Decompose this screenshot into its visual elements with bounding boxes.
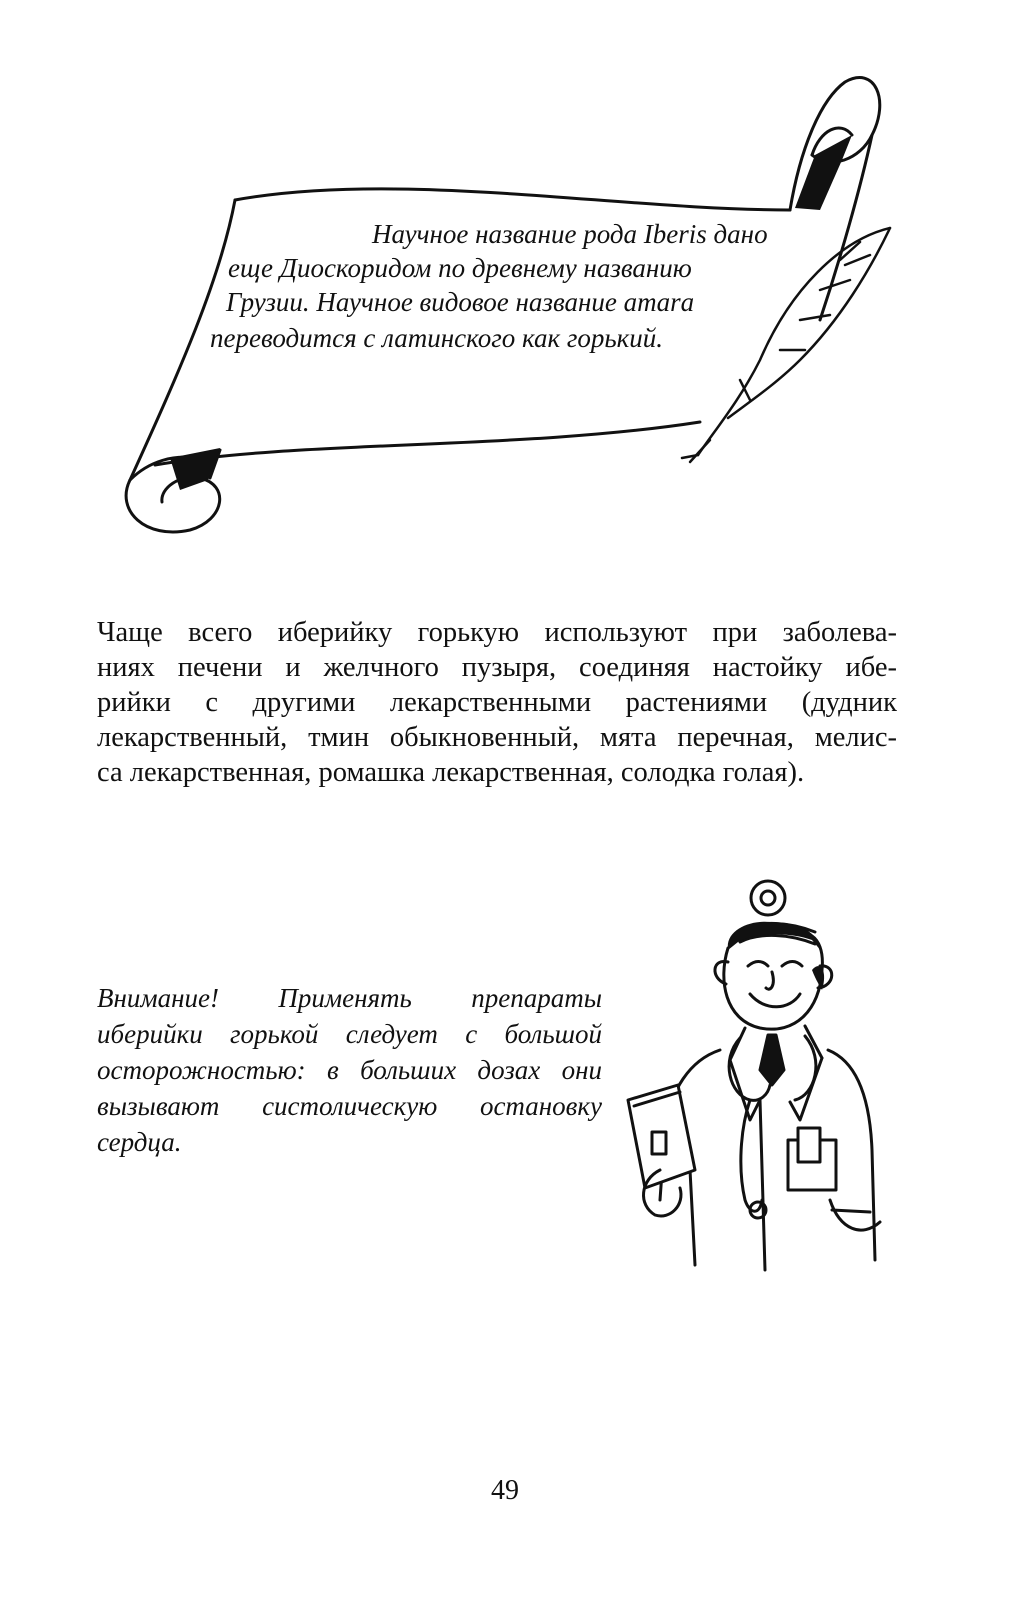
paragraph-line: Чаще всего иберийку горькую используют при заболева-: [97, 617, 897, 648]
warning-line: осторожностью: в больших дозах они: [97, 1055, 602, 1085]
paragraph-line: рийки с другими лекарственными растениями (дудник: [97, 687, 897, 718]
scroll-illustration: [100, 60, 900, 560]
doctor-illustration: [600, 870, 890, 1280]
paragraph-line: лекарственный, тмин обыкновенный, мята перечная, мелис-: [97, 722, 897, 753]
doctor-cartoon-icon: [600, 870, 890, 1280]
paragraph-line: са лекарственная, ромашка лекарственная, солодка голая).: [97, 757, 805, 788]
scroll-note-line: Грузии. Научное видовое название amara: [226, 287, 695, 317]
scroll-note-line: переводится с латинского как горький.: [210, 323, 664, 353]
warning-line: вызывают систолическую остановку: [97, 1091, 602, 1121]
page-number: 49: [491, 1475, 519, 1506]
paragraph-line: ниях печени и желчного пузыря, соединяя настойку ибе-: [97, 652, 897, 683]
warning-line: иберийки горькой следует с большой: [97, 1019, 602, 1049]
warning-line: Внимание! Применять препараты: [97, 983, 602, 1013]
body-paragraph: [97, 615, 897, 790]
scroll-note-line: еще Диоскоридом по древнему названию: [228, 253, 692, 283]
warning-paragraph: [97, 980, 602, 1160]
scroll-note-line: Научное название рода Iberis дано: [372, 219, 768, 249]
warning-line: сердца.: [97, 1127, 182, 1157]
